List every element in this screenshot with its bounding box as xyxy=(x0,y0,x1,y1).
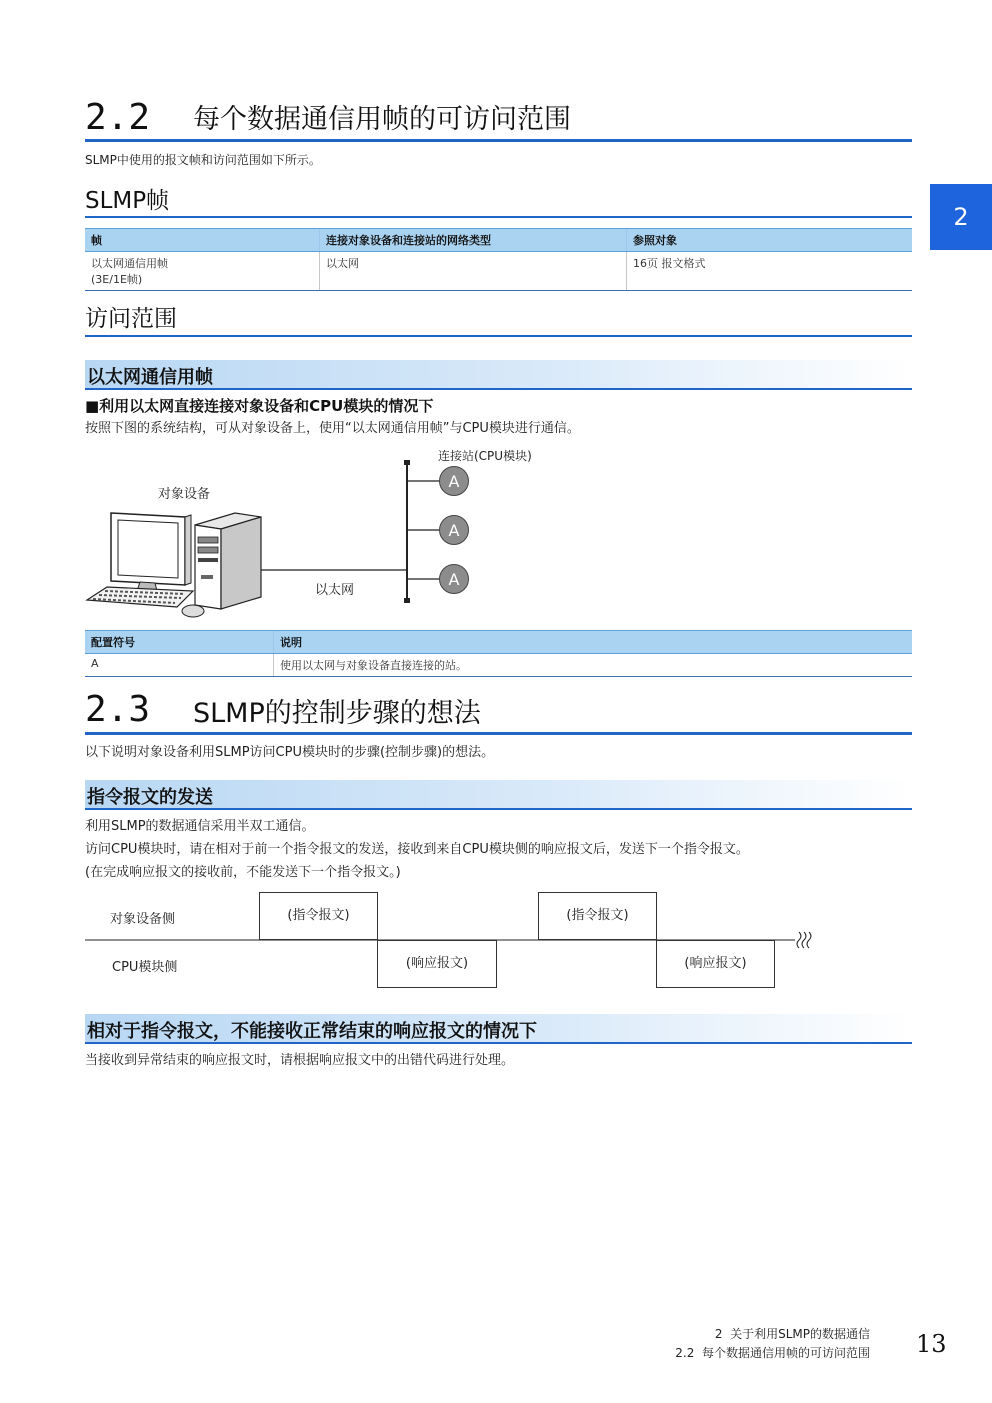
table-header-cell: 帧 xyxy=(85,229,320,252)
section-2-3-number: 2.3 xyxy=(85,689,151,730)
section-2-3-intro: 以下说明对象设备利用SLMP访问CPU模块时的步骤(控制步骤)的想法。 xyxy=(85,745,495,760)
pc-tower-icon xyxy=(195,513,261,609)
table-header-cell: 连接对象设备和连接站的网络类型 xyxy=(320,229,627,252)
network-diagram xyxy=(85,445,585,625)
command-send-subheading xyxy=(85,780,912,810)
station-a-symbol: A xyxy=(439,515,469,545)
network-diagram-svg xyxy=(85,445,585,625)
table-cell-ref[interactable]: 16页 报文格式 xyxy=(627,252,913,291)
abnormal-response-subheading xyxy=(85,1014,912,1044)
section-2-2-number: 2.2 xyxy=(85,97,151,138)
section-2-3-rule xyxy=(85,732,912,735)
response-message-box: (响应报文) xyxy=(377,940,497,988)
table-header-row xyxy=(85,631,912,654)
section-2-3-title: SLMP的控制步骤的想法 xyxy=(193,698,481,729)
access-range-heading: 访问范围 xyxy=(85,306,177,332)
table-row xyxy=(85,654,912,677)
chapter-tab[interactable]: 2 xyxy=(930,184,992,250)
section-2-2-rule xyxy=(85,139,912,142)
command-message-box: (指令报文) xyxy=(259,892,378,940)
send-line: 利用SLMP的数据通信采用半双工通信。 xyxy=(85,819,315,834)
ethernet-frame-subheading-text: 以太网通信用帧 xyxy=(87,367,213,388)
station-a-symbol: A xyxy=(439,466,469,496)
monitor-icon xyxy=(111,513,191,591)
table-cell-frame xyxy=(85,252,320,291)
access-range-desc: 按照下图的系统结构，可从对象设备上，使用“以太网通信用帧”与CPU模块进行通信。 xyxy=(85,421,580,436)
symbol-table xyxy=(85,630,912,677)
station-label: 连接站(CPU模块) xyxy=(438,449,532,463)
table-header-cell: 配置符号 xyxy=(85,631,274,654)
access-range-rule xyxy=(85,335,912,337)
keyboard-icon xyxy=(87,585,204,617)
cpu-side-label: CPU模块侧 xyxy=(112,960,178,975)
target-side-label: 对象设备侧 xyxy=(110,912,176,927)
command-send-subheading-text: 指令报文的发送 xyxy=(87,787,213,808)
page-number: 13 xyxy=(916,1330,947,1358)
slmp-frame-rule xyxy=(85,216,912,218)
station-a-symbol: A xyxy=(439,564,469,594)
table-row xyxy=(85,252,912,291)
case-heading: ■利用以太网直接连接对象设备和CPU模块的情况下 xyxy=(85,397,434,415)
table-header-row xyxy=(85,229,912,252)
response-message-box: (响应报文) xyxy=(656,940,775,988)
break-icon xyxy=(797,932,801,948)
section-2-2-title: 每个数据通信用帧的可访问范围 xyxy=(193,104,571,135)
table-header-cell: 参照对象 xyxy=(627,229,913,252)
section-2-2-intro: SLMP中使用的报文帧和访问范围如下所示。 xyxy=(85,153,321,167)
sequence-diagram xyxy=(85,890,825,990)
frame-type: (3E/1E帧) xyxy=(91,273,143,286)
abnormal-response-subheading-text: 相对于指令报文，不能接收正常结束的响应报文的情况下 xyxy=(87,1021,537,1042)
ethernet-frame-subheading xyxy=(85,360,912,390)
command-message-box: (指令报文) xyxy=(538,892,657,940)
table-header-cell: 说明 xyxy=(274,631,913,654)
slmp-frame-heading: SLMP帧 xyxy=(85,188,170,214)
footer-chapter: 2 关于利用SLMP的数据通信 xyxy=(714,1327,870,1341)
slmp-frame-table xyxy=(85,228,912,291)
ethernet-label: 以太网 xyxy=(315,583,355,598)
target-device-label: 对象设备 xyxy=(158,487,211,502)
abnormal-response-text: 当接收到异常结束的响应报文时，请根据响应报文中的出错代码进行处理。 xyxy=(85,1053,515,1068)
send-line: 访问CPU模块时，请在相对于前一个指令报文的发送，接收到来自CPU模块侧的响应报文后，发送下一个指令报文。 xyxy=(85,842,749,857)
table-cell-network: 以太网 xyxy=(320,252,627,291)
frame-name: 以太网通信用帧 xyxy=(91,257,168,270)
send-line: (在完成响应报文的接收前，不能发送下一个指令报文。) xyxy=(85,865,401,880)
footer-section: 2.2 每个数据通信用帧的可访问范围 xyxy=(675,1346,870,1360)
table-cell-symbol: A xyxy=(85,654,274,677)
table-cell-desc: 使用以太网与对象设备直接连接的站。 xyxy=(274,654,913,677)
